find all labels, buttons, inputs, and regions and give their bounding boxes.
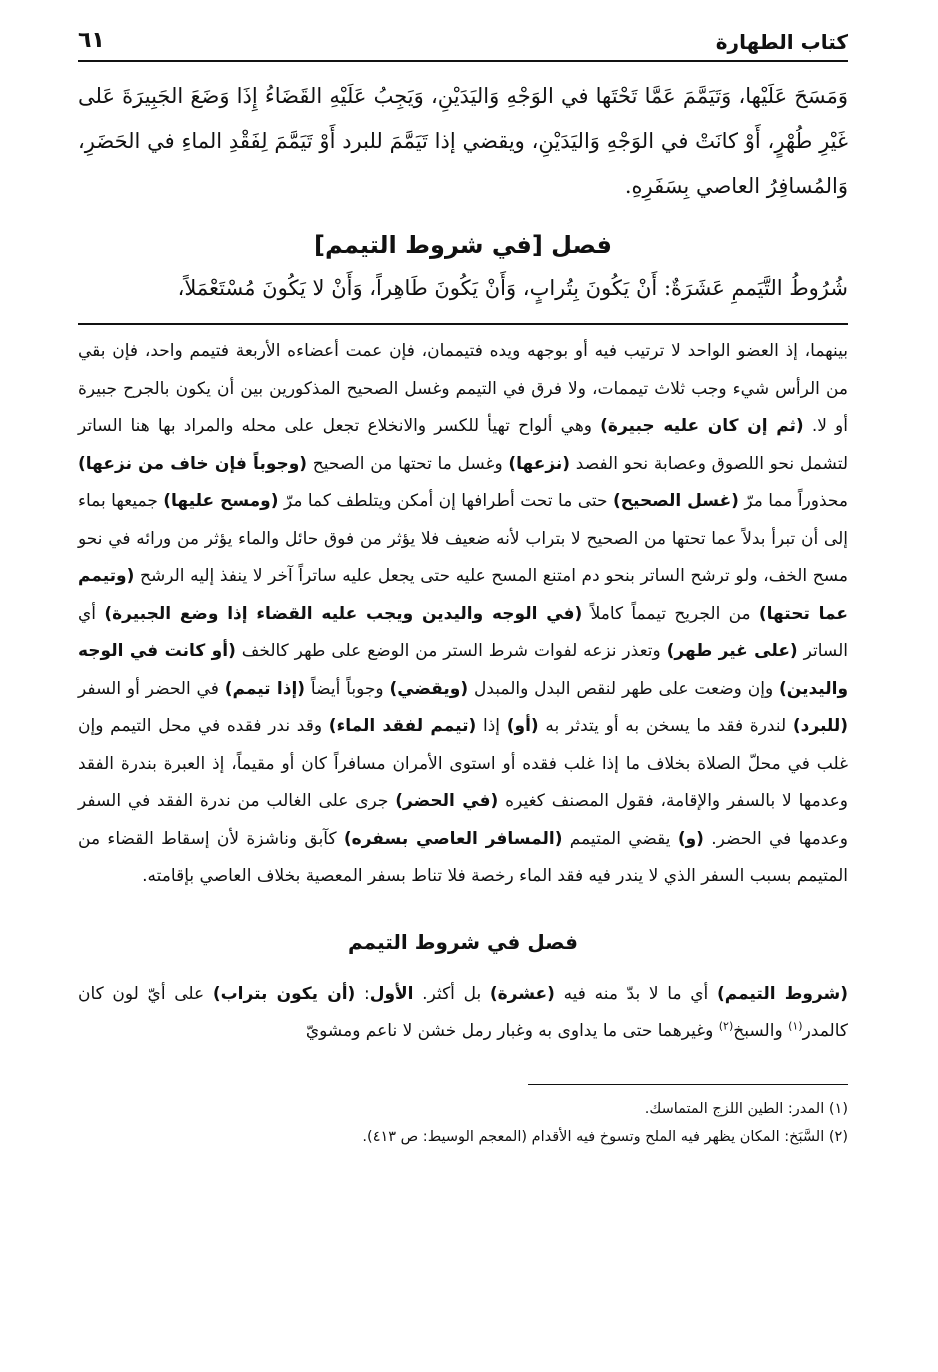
footnote-divider	[528, 1084, 848, 1085]
footnotes	[78, 1095, 848, 1151]
commentary-text: حتى ما تحت أطرافها إن أمكن ويتلطف كما مرّ	[278, 491, 613, 511]
matn-quote: (في الحضر)	[395, 791, 499, 811]
commentary-text: بينهما، إذ العضو الواحد لا ترتيب فيه أو بوجهه ويده فتيممان، فإن عمت أعضاءه الأربعة فتيمم واحد، فإن بقي من الرأس شيء وجب ثلاث تيممات، ولا فرق في التيمم وغسل الصحيح المذكورين بين أن يكون بالجرح جبيرة أو لا.	[78, 341, 848, 436]
commentary-text: وقد ندر فقده في محل التيمم وإن غلب في محلّ الصلاة بخلاف ما إذا غلب فقده أو استوى الأمران مسافراً كان أو مقيماً، إذ العبرة بندرة الفقد وعدمها لا بالسفر والإقامة، فقول المصنف كغيره	[78, 716, 848, 811]
sharh-paragraph	[78, 333, 848, 896]
footnote-number: (٢)	[828, 1128, 848, 1145]
commentary-text: وهي ألواح تهيأ للكسر والانخلاع تجعل على محله والمراد بها هنا الساتر لتشمل نحو اللصوق وعصابة نحو الفصد	[78, 416, 848, 474]
commentary-text: كآبق وناشزة لأن إسقاط القضاء من المتيمم بسبب السفر الذي لا يندر فيه فقد الماء رخصة فلا تناط بسفر المعصية بخلاف العاصي بإقامته.	[78, 828, 848, 886]
matn-quote: (وتيمم عما تحتها)	[78, 566, 849, 624]
footnote-2	[78, 1123, 848, 1151]
matn-quote: (للبرد)	[792, 716, 848, 736]
matn-quote: (شروط التيمم)	[716, 983, 848, 1004]
commentary-text: وإن وضعت على طهر لنقص البدل والمبدل	[468, 678, 780, 699]
commentary-text: جرى على الغالب من ندرة الفقد في السفر وعدمها في الحضر.	[78, 791, 849, 849]
matn-quote: (و)	[677, 828, 704, 849]
matn-quote: (نزعها)	[508, 453, 571, 474]
matn-quote: (أو كانت في الوجه واليدين)	[78, 641, 849, 699]
sharh-text-2	[78, 976, 848, 1050]
commentary-text: أي الساتر	[78, 603, 848, 661]
commentary-text: محذوراً مما مرّ	[738, 491, 848, 511]
matn-quote: (ثم إن كان عليه جبيرة)	[600, 416, 804, 436]
book-title: كتاب الطهارة	[715, 30, 848, 54]
commentary-text: على أيّ لون كان كالمدر	[78, 983, 848, 1041]
footnote-ref: (٢)	[718, 1018, 734, 1032]
commentary-text: وغيرهما حتى ما يداوى به وغبار رمل خشن لا ناعم ومشويّ	[305, 1020, 719, 1041]
matn-quote: (ومسح عليها)	[163, 491, 279, 511]
page-header	[78, 26, 848, 62]
commentary-text: يقضي المتيمم	[562, 828, 678, 849]
matn-quote: (إذا تيمم)	[224, 678, 306, 699]
commentary-text: جميعها بماء إلى أن تبرأ بدلاً عما تحتها من الصحيح لا بتراب لأنه ضعيف فلا يؤثر من فوق حائل والماء يؤثر من ورائه في نحو مسح الخف، ولو ترشح الساتر بنحو دم امتنع المسح عليه حتى يجعل عليه ساتراً آخر لا ينفذ إليه الرشح	[78, 491, 848, 586]
sharh-text	[78, 333, 848, 896]
matn-quote: (أن يكون بتراب)	[212, 983, 356, 1004]
section-title: فصل [في شروط التيمم]	[314, 231, 612, 259]
footnote-text: المدر: الطين اللزج المتماسك.	[644, 1100, 825, 1117]
matn-quote: (المسافر العاصي بسفره)	[343, 828, 563, 849]
footnote-ref: (١)	[788, 1018, 803, 1032]
footnote-number: (١)	[828, 1100, 848, 1117]
commentary-text: لندرة فقد ما يسخن به أو يتدثر به	[538, 716, 793, 736]
commentary-text: أي ما لا بدّ منه فيه	[554, 983, 717, 1004]
matn-paragraph-conditions: شُرُوطُ التَّيَممِ عَشَرَةٌ: أَنْ يَكُونَ بِتُرابٍ، وَأَنْ يَكُونَ طَاهِراً، وَأَنْ لا يَكُونَ مُسْتَعْمَلاً،	[177, 276, 848, 300]
commentary-text: بل أكثر.	[413, 983, 490, 1004]
commentary-text: وجوباً أيضاً	[305, 678, 390, 699]
matn-quote: (ويقضي)	[389, 678, 469, 699]
page-number: ٦١	[78, 28, 105, 53]
matn-quote: (غسل الصحيح)	[612, 491, 739, 511]
commentary-text: وتعذر نزعه لفوات شرط الستر من الوضع على طهر كالخف	[235, 641, 667, 661]
commentary-text: والسبخ	[733, 1020, 789, 1041]
book-page	[78, 26, 848, 1151]
matn-quote: (عشرة)	[489, 983, 555, 1004]
commentary-text: وغسل ما تحتها من الصحيح	[307, 453, 509, 474]
footnote-text: السَّبَخ: المكان يظهر فيه الملح وتسوخ فيه الأقدام (المعجم الوسيط: ص ٤١٣).	[362, 1128, 825, 1145]
sharh-paragraph-2	[78, 976, 848, 1050]
commentary-text: من الجريح تيمماً كاملاً	[582, 603, 759, 624]
matn-quote: (تيمم لفقد الماء)	[328, 716, 477, 736]
commentary-text: في الحضر أو السفر	[78, 678, 225, 699]
commentary-text: :	[355, 983, 370, 1004]
sharh-section-title: فصل في شروط التيمم	[348, 929, 578, 954]
matn-quote: (على غير طهر)	[666, 641, 798, 661]
matn-paragraph: وَمَسَحَ عَلَيْها، وَتَيَمَّمَ عَمَّا تَحْتَها في الوَجْهِ وَاليَدَيْنِ، وَيَجِبُ عَلَيْهِ القَضَاءُ إِذَا وَضَعَ الجَبِيرَةَ عَلى غَيْرِ طُهْرٍ، أَوْ كانَتْ في الوَجْهِ وَاليَدَيْنِ، ويقضي إذا تَيَمَّمَ للبرد أَوْ تَيَمَّمَ لِفَقْدِ الماءِ في الحَضَرِ، وَالمُسافِرُ العاصي بِسَفَرِهِ.	[78, 84, 848, 198]
matn-text	[78, 74, 848, 309]
matn-quote: (وجوباً فإن خاف من نزعها)	[78, 453, 308, 474]
matn-quote: الأول	[369, 983, 414, 1004]
matn-sharh-divider	[78, 323, 848, 325]
footnote-1	[78, 1095, 848, 1123]
commentary-text: إذا	[476, 716, 507, 736]
matn-quote: (في الوجه واليدين ويجب عليه القضاء إذا وضع الجبيرة)	[104, 603, 583, 624]
matn-quote: (أو)	[506, 716, 539, 736]
